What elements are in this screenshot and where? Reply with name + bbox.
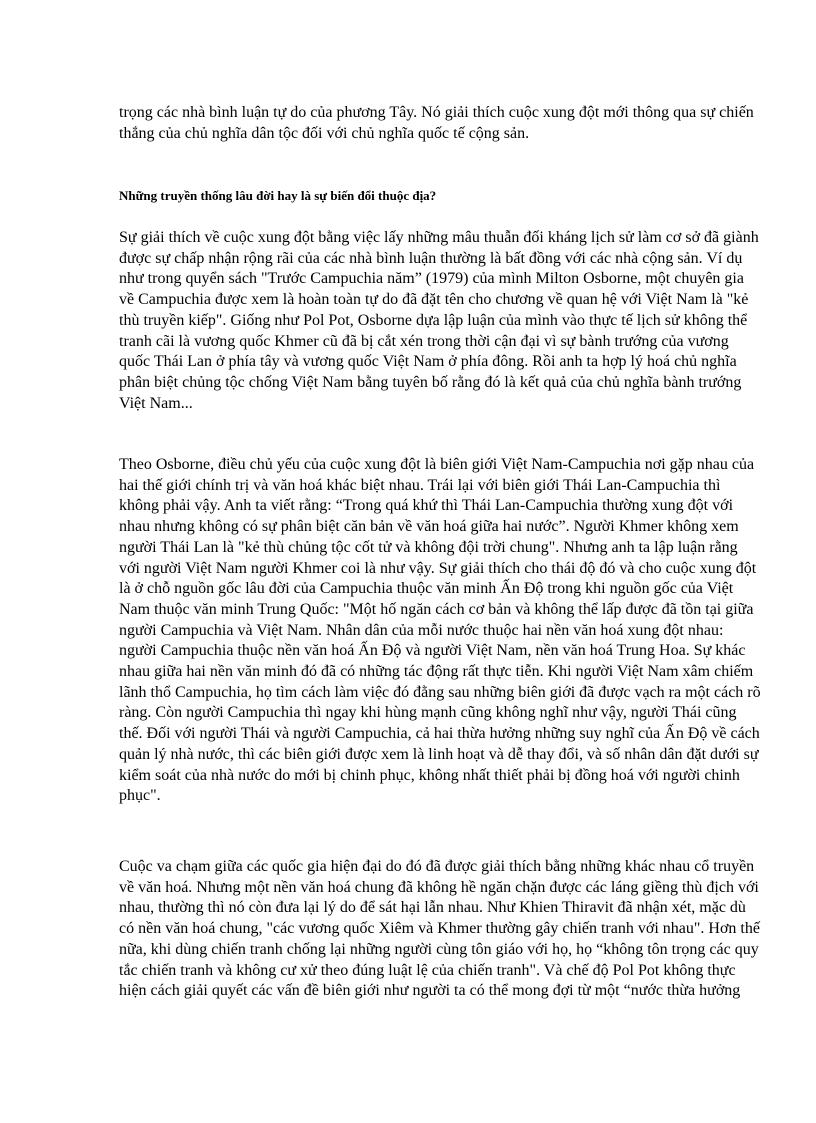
paragraph-line: nhau, thường thì nó còn đưa lại lý do để sát hại lẫn nhau. Như Khien Thiravit đã nhận xét, mặc dù <box>119 899 746 917</box>
paragraph-line: Nam thuộc văn minh Trung Quốc: "Một hố ngăn cách cơ bản và không thể lấp được đã tồn tại giữa <box>119 600 754 618</box>
section-heading: Những truyền thống lâu đời hay là sự biến đổi thuộc địa? <box>119 188 437 203</box>
paragraph-line: như trong quyển sách "Trước Campuchia năm” (1979) của mình Milton Osborne, một chuyên gia <box>119 270 744 288</box>
paragraph-line: thế. Đối với người Thái và người Campuchia, cả hai thừa hưởng những suy nghĩ của Ấn Độ về cách <box>119 725 760 743</box>
paragraph-3 <box>119 455 801 807</box>
paragraph-2 <box>119 228 801 414</box>
paragraph-1 <box>119 103 801 144</box>
paragraph-line: thắng của chủ nghĩa dân tộc đối với chủ nghĩa quốc tế cộng sản. <box>119 124 530 142</box>
paragraph-line: quản lý nhà nước, thì các biên giới được xem là linh hoạt và dễ thay đổi, và số nhân dân đặt dưới sự <box>119 745 759 763</box>
paragraph-line: ràng. Còn người Campuchia thì ngay khi hùng mạnh cũng không nghĩ như vậy, người Thái cũng <box>119 704 737 722</box>
paragraph-line: tranh cãi là vương quốc Khmer cũ đã bị cắt xén trong thời cận đại vì sự bành trướng của vương <box>119 332 729 350</box>
paragraph-line: quốc Thái Lan ở phía tây và vương quốc Việt Nam ở phía đông. Rồi anh ta hợp lý hoá chủ nghĩa <box>119 353 737 371</box>
paragraph-line: về văn hoá. Nhưng một nền văn hoá chung đã không hề ngăn chặn được các láng giềng thù địch với <box>119 878 759 896</box>
paragraph-line: phân biệt chủng tộc chống Việt Nam bằng tuyên bố rằng đó là kết quả của chủ nghĩa bành trướng <box>119 373 742 391</box>
paragraph-line: người Thái Lan là "kẻ thù chủng tộc cốt tử và không đội trời chung". Nhưng anh ta lập luận rằng <box>119 538 738 556</box>
paragraph-line: với người Việt Nam người Khmer coi là như vậy. Sự giải thích cho thái độ đó và cho cuộc xung đột <box>119 559 757 577</box>
paragraph-line: kiểm soát của nhà nước do mới bị chinh phục, không nhất thiết phải bị đồng hoá với người chinh <box>119 766 740 784</box>
paragraph-line: người Campuchia và Việt Nam. Nhân dân của mỗi nước thuộc hai nền văn hoá xung đột nhau: <box>119 621 724 639</box>
paragraph-line: nhau nhưng không có sự phân biệt căn bản về văn hoá giữa hai nước”. Người Khmer không xem <box>119 518 739 536</box>
paragraph-line: tắc chiến tranh và không cư xử theo đúng luật lệ của chiến tranh". Và chế độ Pol Pot không thực <box>119 961 736 979</box>
paragraph-line: không phải vậy. Anh ta viết rằng: “Trong quá khứ thì Thái Lan-Campuchia thường xung đột với <box>119 497 734 515</box>
paragraph-line: có nền văn hoá chung, "các vương quốc Xiêm và Khmer thường gây chiến tranh với nhau". Hơn thế <box>119 920 760 938</box>
paragraph-line: phục". <box>119 787 161 805</box>
paragraph-line: Cuộc va chạm giữa các quốc gia hiện đại do đó đã được giải thích bằng những khác nhau cổ truyền <box>119 858 755 875</box>
paragraph-line: Sự giải thích về cuộc xung đột bằng việc lấy những mâu thuẫn đối kháng lịch sử làm cơ sở đã giành <box>119 229 759 246</box>
paragraph-line: hai thế giới chính trị và văn hoá khác biệt nhau. Trái lại với biên giới Thái Lan-Campuchia thì <box>119 476 721 494</box>
paragraph-4 <box>119 857 801 1002</box>
paragraph-line: lãnh thổ Campuchia, họ tìm cách làm việc đó đằng sau những biên giới đã được vạch ra một cách rõ <box>119 683 761 701</box>
paragraph-line: Việt Nam... <box>119 394 193 412</box>
paragraph-line: về Campuchia được xem là hoàn toàn tự do đã đặt tên cho chương về quan hệ với Việt Nam là "kẻ <box>119 291 749 309</box>
paragraph-line: hiện cách giải quyết các vấn đề biên giới như người ta có thể mong đợi từ một “nước thừa hưởng <box>119 982 741 1000</box>
paragraph-line: được sự chấp nhận rộng rãi của các nhà bình luận thường là bất đồng với các nhà cộng sản. Ví dụ <box>119 249 743 267</box>
paragraph-line: người Campuchia thuộc nền văn hoá Ấn Độ và người Việt Nam, nền văn hoá Trung Hoa. Sự khác <box>119 642 746 660</box>
paragraph-line: nhau giữa hai nền văn minh đó đã có những tác động rất thực tiễn. Khi người Việt Nam xâm chiếm <box>119 663 754 681</box>
paragraph-line: thù truyền kiếp". Giống như Pol Pot, Osborne dựa lập luận của mình vào thực tế lịch sử không thể <box>119 311 748 329</box>
paragraph-line: Theo Osborne, điều chủ yếu của cuộc xung đột là biên giới Việt Nam-Campuchia nơi gặp nhau của <box>119 456 755 473</box>
paragraph-line: trọng các nhà bình luận tự do của phương Tây. Nó giải thích cuộc xung đột mới thông qua sự chiến <box>119 104 754 121</box>
paragraph-line: nữa, khi dùng chiến tranh chống lại những người cùng tôn giáo với họ, họ “không tôn trọng các quy <box>119 940 759 958</box>
paragraph-line: là ở chỗ nguồn gốc lâu đời của Campuchia thuộc văn minh Ấn Độ trong khi nguồn gốc của Việt <box>119 580 734 598</box>
